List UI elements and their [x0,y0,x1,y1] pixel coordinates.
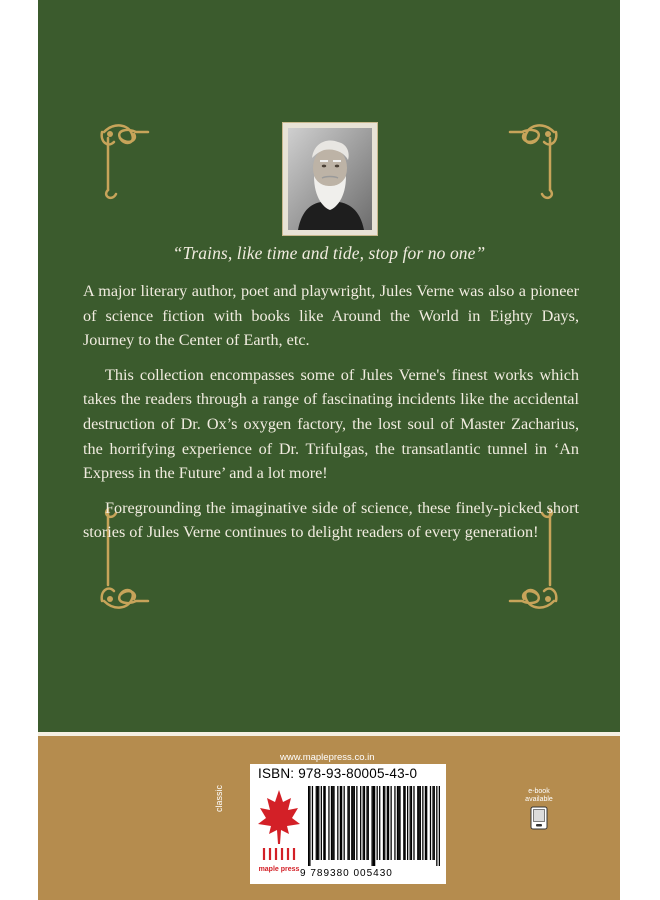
barcode-number: 9 789380 005430 [300,868,393,879]
isbn-barcode-box [250,764,446,884]
blurb-paragraph-2: This collection encompasses some of Jules Verne's finest works which takes the readers through a range of fascinating incidents like the accidental destruction of Dr. Ox’s oxygen factory, the lost soul of Master Zacharius, the horrifying experience of Dr. Trifulgas, the transatlantic tunnel in ‘An Express in the Future’ and a lot more! [83,365,579,483]
portrait-of-jules-verne-icon [288,128,372,230]
quote: “Trains, like time and tide, stop for no one” [172,243,486,263]
back-cover [38,0,620,900]
ebook-label-2: available [525,796,553,803]
blurb-paragraph-3: Foregrounding the imaginative side of science, these finely-picked short stories of Jules Verne continues to delight readers of every generation! [83,498,579,542]
blurb-paragraph-1: A major literary author, poet and playwright, Jules Verne was also a pioneer of science fiction with books like Around the World in Eighty Days, Journey to the Center of Earth, etc. [83,282,579,350]
ebook-badge [522,788,556,833]
ornament-top-right-icon [508,120,560,202]
maple-leaf-logo-icon [256,786,302,878]
ornament-top-left-icon [98,120,150,202]
category-label: classic [214,784,224,812]
ebook-label-1: e-book [528,788,550,795]
barcode-icon [308,786,440,866]
publisher-website: www.maplepress.co.in [280,752,375,763]
logo-text: maple press [258,866,300,873]
author-portrait [282,122,378,236]
isbn: ISBN: 978-93-80005-43-0 [258,766,418,781]
ebook-reader-icon [530,806,548,830]
blurb [83,279,579,555]
